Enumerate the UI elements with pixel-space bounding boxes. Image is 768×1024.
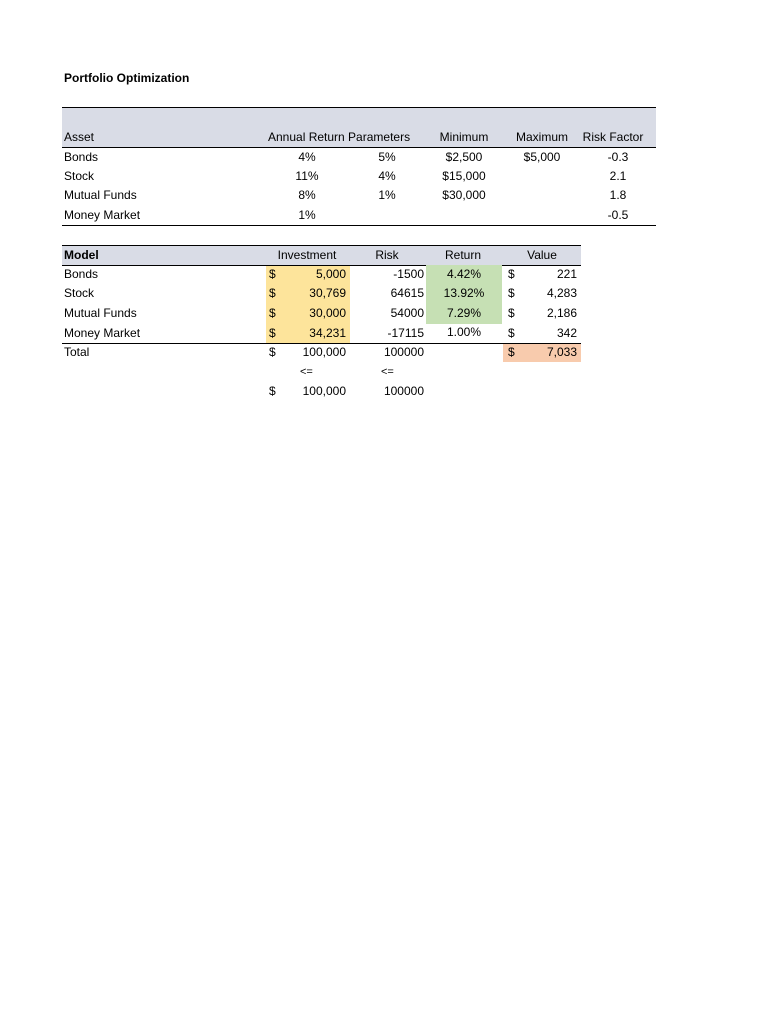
asset-minimum: $15,000 [442, 169, 486, 183]
total-investment: 100,000 [302, 345, 346, 359]
investment-currency: $ [269, 267, 276, 281]
asset-risk-factor: -0.3 [607, 150, 629, 164]
asset-minimum [430, 206, 498, 225]
assets-bottom-border [62, 225, 656, 226]
asset-minimum: $2,500 [445, 150, 483, 164]
value-currency: $ [508, 306, 515, 320]
asset-name: Mutual Funds [64, 188, 137, 202]
return-cell: 7.29% [446, 306, 482, 320]
asset-risk-factor: -0.5 [607, 208, 629, 222]
risk-cell: -1500 [393, 267, 424, 281]
investment-currency: $ [269, 326, 276, 340]
investment-cell[interactable]: 5,000 [315, 267, 346, 281]
risk-cell: 54000 [390, 306, 424, 320]
header-asset: Asset [64, 130, 95, 144]
model-name: Money Market [64, 326, 141, 340]
total-label: Total [64, 345, 90, 359]
header-investment: Investment [277, 248, 337, 262]
investment-currency: $ [269, 306, 276, 320]
limit-currency: $ [269, 384, 276, 398]
return-cell: 13.92% [443, 286, 485, 300]
asset-maximum [508, 206, 576, 225]
risk-cell: -17115 [387, 326, 424, 340]
risk-limit[interactable]: 100000 [383, 384, 424, 398]
header-return: Return [444, 248, 482, 262]
header-annual-return-parameters: Annual Return Parameters [268, 130, 411, 144]
model-name: Mutual Funds [64, 306, 137, 320]
header-risk-factor: Risk Factor [582, 130, 644, 144]
value-currency: $ [508, 286, 515, 300]
investment-cell[interactable]: 30,769 [309, 286, 346, 300]
model-name: Stock [64, 286, 95, 300]
header-model: Model [64, 248, 99, 262]
investment-constraint-op: <= [300, 366, 313, 378]
investment-cell[interactable]: 34,231 [309, 326, 346, 340]
value-cell: 221 [556, 267, 577, 281]
asset-risk-factor: 1.8 [609, 188, 627, 202]
asset-param2 [362, 206, 412, 225]
return-cell: 4.42% [446, 267, 482, 281]
risk-constraint-op: <= [381, 366, 394, 378]
value-cell: 4,283 [546, 286, 577, 300]
total-value-currency: $ [508, 345, 515, 359]
asset-name: Stock [64, 169, 95, 183]
total-risk: 100000 [383, 345, 424, 359]
asset-name: Bonds [64, 150, 99, 164]
investment-cell[interactable]: 30,000 [309, 306, 346, 320]
page-title: Portfolio Optimization [64, 71, 190, 85]
asset-maximum [508, 167, 576, 186]
header-value: Value [527, 248, 557, 262]
header-minimum: Minimum [439, 130, 489, 144]
asset-minimum: $30,000 [442, 188, 486, 202]
asset-param1: 4% [298, 150, 316, 164]
asset-maximum [508, 186, 576, 205]
asset-maximum: $5,000 [523, 150, 561, 164]
header-risk: Risk [375, 248, 399, 262]
asset-param1: 1% [298, 208, 316, 222]
model-name: Bonds [64, 267, 99, 281]
asset-risk-factor: 2.1 [609, 169, 627, 183]
risk-cell: 64615 [390, 286, 424, 300]
value-currency: $ [508, 267, 515, 281]
value-cell: 342 [556, 326, 577, 340]
asset-param2: 1% [378, 188, 396, 202]
value-currency: $ [508, 326, 515, 340]
return-cell: 1.00% [446, 325, 482, 339]
total-value: 7,033 [546, 345, 577, 359]
header-maximum: Maximum [515, 130, 568, 144]
investment-limit[interactable]: 100,000 [302, 384, 346, 398]
asset-param2: 4% [378, 169, 396, 183]
asset-name: Money Market [64, 208, 141, 222]
total-investment-currency: $ [269, 345, 276, 359]
assets-top-border [62, 107, 656, 108]
asset-param1: 11% [295, 169, 319, 183]
asset-param1: 8% [298, 188, 316, 202]
asset-param2: 5% [378, 150, 396, 164]
investment-currency: $ [269, 286, 276, 300]
value-cell: 2,186 [546, 306, 577, 320]
